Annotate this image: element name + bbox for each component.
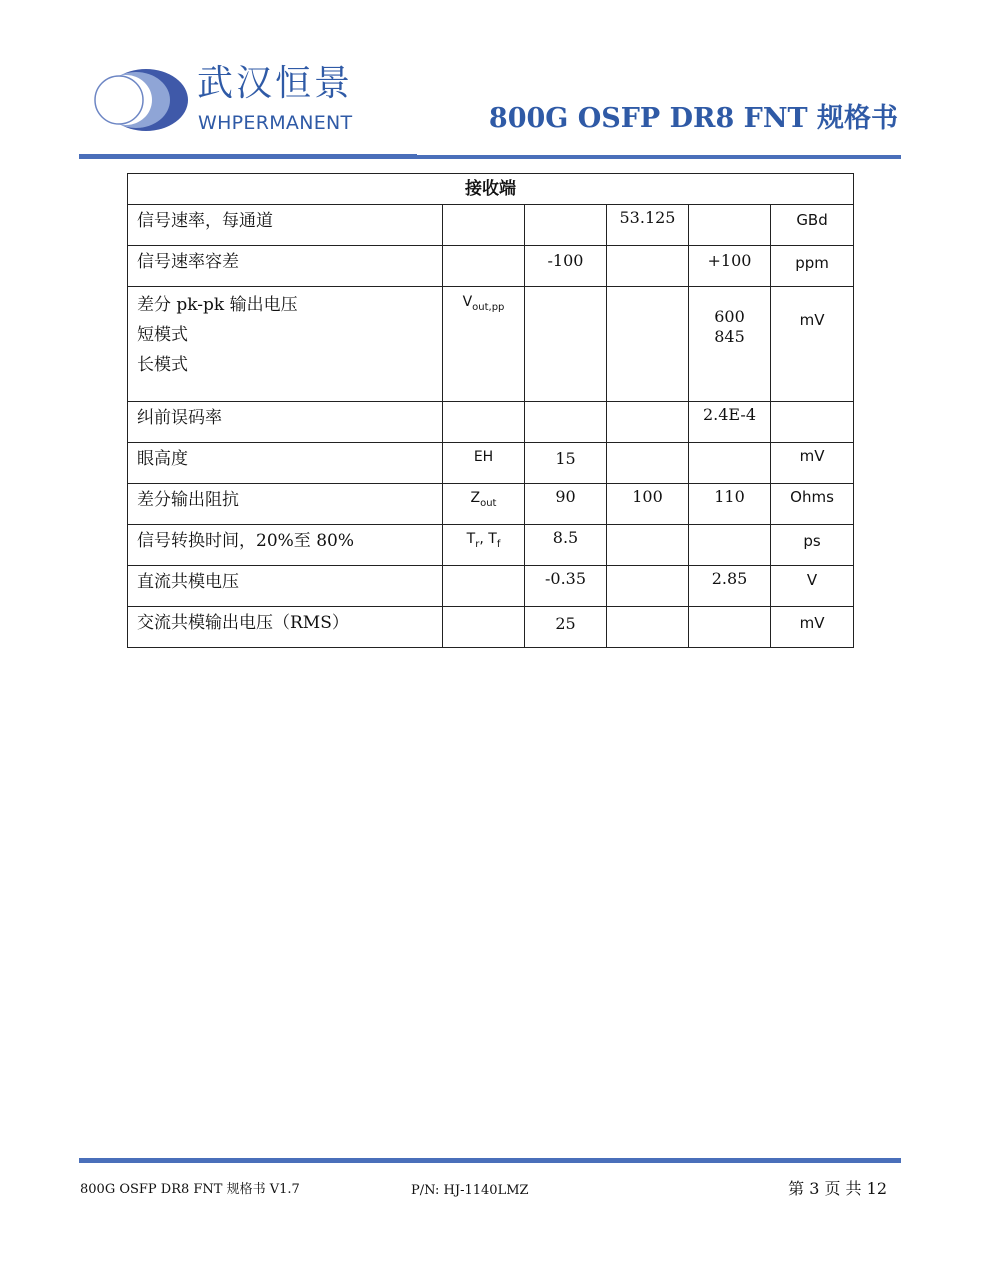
typ-cell: 53.125 [607, 205, 689, 246]
max-cell [689, 607, 771, 648]
param-cell: 直流共模电压 [128, 566, 443, 607]
unit-cell: mV [771, 443, 854, 484]
symbol-main: V [462, 294, 473, 310]
unit-cell: mV [771, 607, 854, 648]
param-cell: 交流共模输出电压（RMS） [128, 607, 443, 648]
footer-divider [79, 1158, 901, 1163]
footer-page-number: 第 3 页 共 12 [788, 1179, 887, 1198]
min-cell: -0.35 [525, 566, 607, 607]
table-row [128, 443, 854, 484]
header-divider-left [79, 154, 417, 159]
brand-name-chinese: 武汉恒景 [197, 63, 354, 104]
max-cell [689, 525, 771, 566]
param-line: 长模式 [137, 355, 188, 375]
table-title: 接收端 [128, 174, 854, 205]
param-cell: 差分输出阻抗 [128, 484, 443, 525]
symbol-cell [443, 246, 525, 287]
unit-cell: ps [771, 525, 854, 566]
max-cell [689, 287, 771, 402]
min-cell: 90 [525, 484, 607, 525]
min-cell: 8.5 [525, 525, 607, 566]
typ-cell: 100 [607, 484, 689, 525]
symbol-main: Z [470, 490, 481, 506]
max-value-long: 845 [714, 327, 745, 346]
typ-cell [607, 287, 689, 402]
min-cell: -100 [525, 246, 607, 287]
symbol-cell [443, 566, 525, 607]
typ-cell [607, 443, 689, 484]
symbol-cell [443, 525, 525, 566]
param-cell [128, 287, 443, 402]
table-row [128, 566, 854, 607]
table-row [128, 607, 854, 648]
max-cell: 2.4E-4 [689, 402, 771, 443]
brand-name-english: WHPERMANENT [198, 112, 353, 134]
max-cell: +100 [689, 246, 771, 287]
min-cell: 15 [525, 443, 607, 484]
typ-cell [607, 402, 689, 443]
unit-cell: mV [771, 287, 854, 402]
typ-cell [607, 566, 689, 607]
symbol-separator: , [479, 531, 489, 547]
param-cell: 眼高度 [128, 443, 443, 484]
footer-part-number: P/N: HJ-1140LMZ [411, 1183, 529, 1198]
unit-cell: ppm [771, 246, 854, 287]
param-line: 短模式 [137, 325, 188, 345]
min-cell [525, 402, 607, 443]
symbol-subscript: r [475, 538, 480, 550]
receiver-spec-table [127, 173, 854, 648]
symbol-subscript: f [496, 538, 501, 550]
typ-cell [607, 525, 689, 566]
max-cell: 2.85 [689, 566, 771, 607]
param-cell: 纠前误码率 [128, 402, 443, 443]
max-value-short: 600 [714, 307, 745, 326]
max-cell [689, 205, 771, 246]
table-row [128, 246, 854, 287]
symbol-subscript: out [480, 497, 497, 509]
symbol-cell [443, 287, 525, 402]
symbol-subscript: out,pp [472, 301, 505, 313]
param-cell: 信号速率，每通道 [128, 205, 443, 246]
min-cell [525, 287, 607, 402]
symbol-cell [443, 402, 525, 443]
symbol-main: T [466, 531, 476, 547]
param-line: 差分 pk-pk 输出电压 [137, 295, 298, 315]
symbol-cell [443, 607, 525, 648]
footer-doc-version: 800G OSFP DR8 FNT 规格书 V1.7 [80, 1182, 300, 1197]
table-row [128, 484, 854, 525]
unit-cell: V [771, 566, 854, 607]
unit-cell [771, 402, 854, 443]
unit-cell: GBd [771, 205, 854, 246]
min-cell [525, 205, 607, 246]
param-cell: 信号转换时间，20%至 80% [128, 525, 443, 566]
symbol-cell: EH [443, 443, 525, 484]
table-row [128, 525, 854, 566]
max-cell: 110 [689, 484, 771, 525]
table-row [128, 402, 854, 443]
param-cell: 信号速率容差 [128, 246, 443, 287]
table-row [128, 205, 854, 246]
symbol-main: T [488, 531, 497, 547]
header-divider-right [417, 155, 901, 159]
typ-cell [607, 607, 689, 648]
unit-cell: Ohms [771, 484, 854, 525]
document-title: 800G OSFP DR8 FNT 规格书 [488, 103, 898, 134]
min-cell: 25 [525, 607, 607, 648]
typ-cell [607, 246, 689, 287]
max-cell [689, 443, 771, 484]
company-logo-icon [94, 66, 194, 134]
symbol-cell [443, 205, 525, 246]
symbol-cell [443, 484, 525, 525]
table-row [128, 287, 854, 402]
